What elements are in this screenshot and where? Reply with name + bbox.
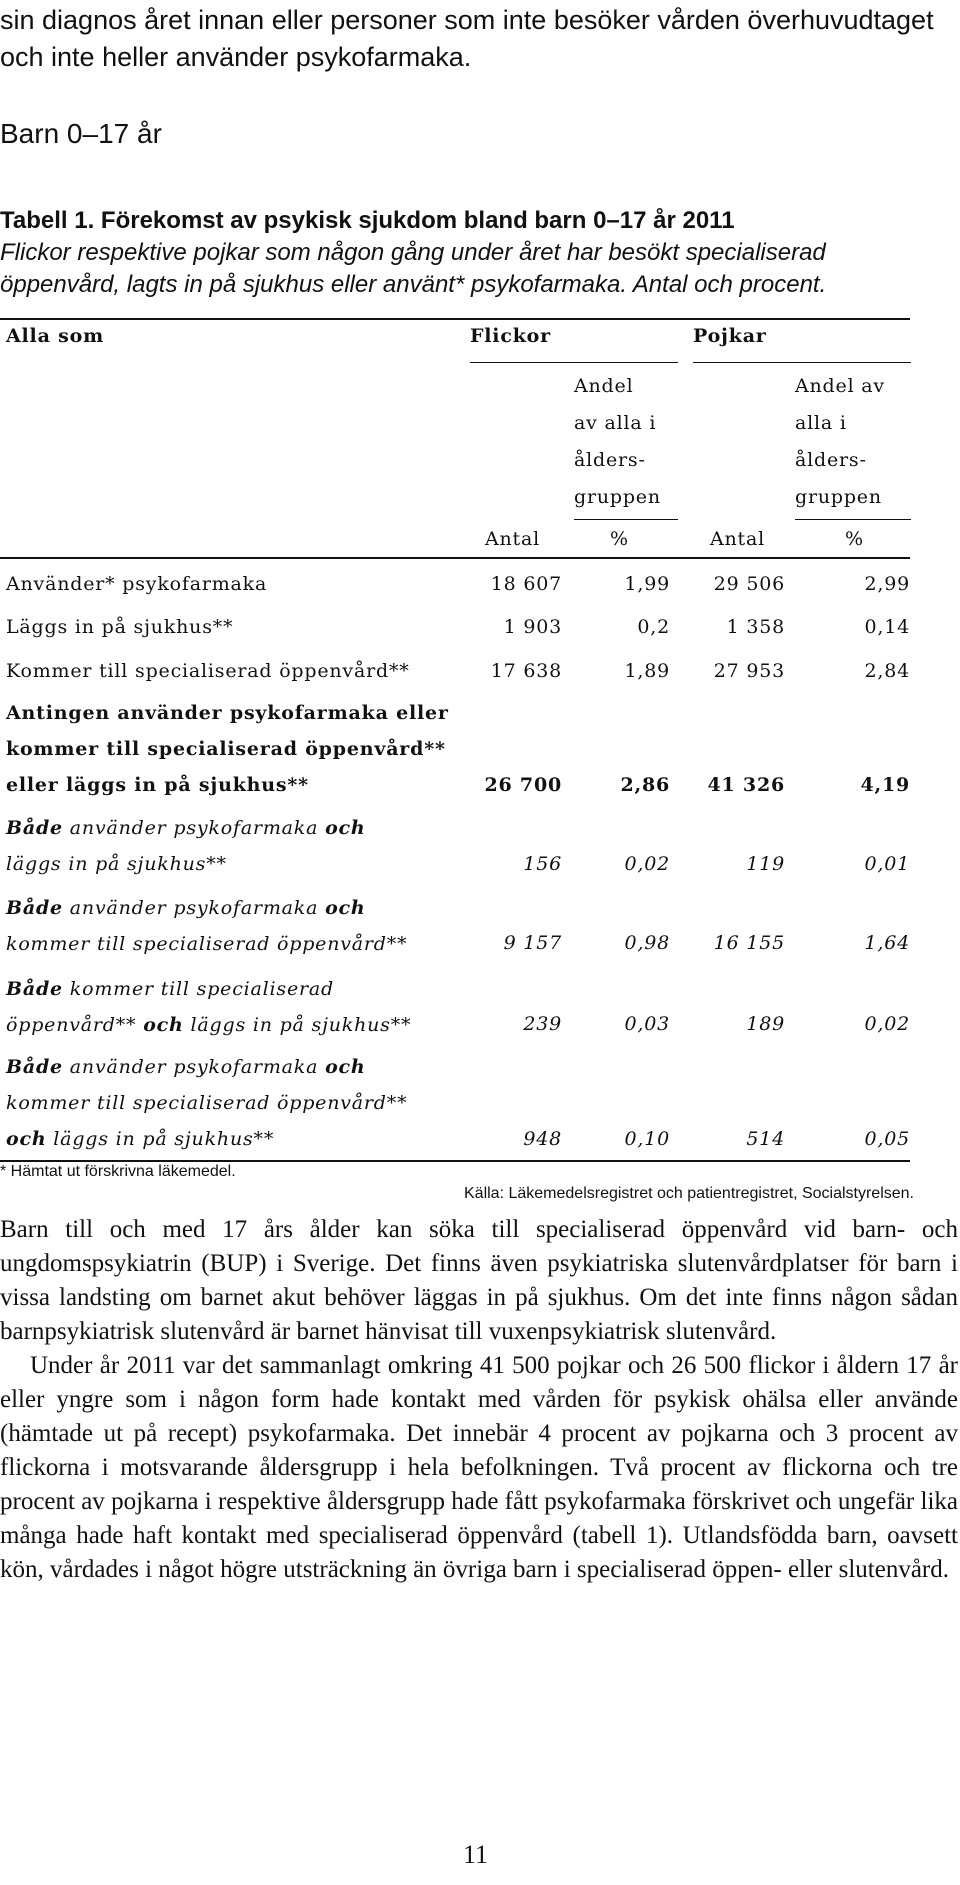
table-cell: 4,19 [860, 774, 910, 796]
body-text [0, 1213, 958, 1587]
table-cell: 9 157 [503, 932, 562, 954]
table-cell: 0,14 [864, 616, 910, 638]
table-row-label: Både kommer till specialiserad öppenvård** och läggs in på sjukhus** [6, 978, 412, 1036]
boys-count-header: Antal [710, 528, 765, 550]
table-cell: 948 [523, 1128, 562, 1150]
table-cell: 189 [746, 1013, 785, 1035]
table-cell: 26 700 [484, 774, 562, 796]
table-cell: 27 953 [713, 660, 785, 682]
table-cell: 514 [746, 1128, 785, 1150]
boys-share-rule [795, 519, 911, 520]
table-cell: 16 155 [713, 932, 785, 954]
table-cell: 0,10 [624, 1128, 670, 1150]
table-row-label: Både använder psykofarmaka och kommer till specialiserad öppenvård** och läggs in på sjukhus** [6, 1056, 408, 1150]
table-row-label: Antingen använder psykofarmaka eller kommer till specialiserad öppenvård** eller läggs in på sjukhus** [6, 702, 449, 796]
table-cell: 2,99 [864, 573, 910, 595]
table-subtitle: Flickor respektive pojkar som någon gång under året har besökt specialiserad öppenvård, lagts in på sjukhus eller använt* psykofarmaka. Antal och procent. [0, 239, 827, 298]
girls-share-header: Andel av alla i ålders- gruppen [574, 375, 661, 508]
table-cell: 1,99 [624, 573, 670, 595]
table-cell: 17 638 [490, 660, 562, 682]
table-cell: 2,86 [620, 774, 670, 796]
table-cell: 1 903 [503, 616, 562, 638]
girls-count-header: Antal [485, 528, 540, 550]
table-row-label: Både använder psykofarmaka och kommer till specialiserad öppenvård** [6, 897, 408, 955]
page-number: 11 [463, 1840, 489, 1869]
table-cell: 0,05 [864, 1128, 910, 1150]
table-cell: 1,89 [624, 660, 670, 682]
table-title: Tabell 1. Förekomst av psykisk sjukdom bland barn 0–17 år 2011 [0, 207, 735, 234]
table-cell: 0,03 [624, 1013, 670, 1035]
table-cell: 119 [746, 853, 785, 875]
table-caption [0, 205, 930, 301]
boys-share-header: Andel av alla i ålders- gruppen [795, 375, 885, 508]
table-row-label: Kommer till specialiserad öppenvård** [6, 660, 410, 682]
table-cell: 0,02 [864, 1013, 910, 1035]
girls-pct-header: % [610, 528, 629, 550]
body-paragraph: Under år 2011 var det sammanlagt omkring 41 500 pojkar och 26 500 flickor i åldern 17 år eller yngre som i någon form hade kontakt med vården för psykisk ohälsa eller använde (hämtade ut på recept) psykofarmaka. Det innebär 4 procent av pojkarna och 3 procent av flickorna i motsvarande åldersgrupp i hela befolkningen. Två procent av flickorna och tre procent av pojkarna i respektive åldersgrupp hade fått psykofarmaka förskrivet och ungefär lika många hade haft kontakt med specialiserad öppenvård (tabell 1). Utlandsfödda barn, oavsett kön, vårdades i något högre utsträckning än övriga barn i specialiserad öppen- eller slutenvård. [0, 1352, 958, 1583]
header-bottom-rule [0, 557, 910, 559]
table-footnote: * Hämtat ut förskrivna läkemedel. [0, 1163, 236, 1180]
girls-group-rule [470, 362, 678, 363]
table-cell: 18 607 [490, 573, 562, 595]
intro-paragraph: sin diagnos året innan eller personer som inte besöker vården överhuvudtaget och inte heller använder psykofarmaka. [0, 5, 934, 72]
table-cell: 1 358 [726, 616, 785, 638]
boys-pct-header: % [845, 528, 864, 550]
header-row-label: Alla som [6, 325, 104, 347]
table-cell: 0,2 [637, 616, 670, 638]
table-cell: 0,98 [624, 932, 670, 954]
table-cell: 239 [523, 1013, 562, 1035]
table-top-rule [0, 318, 910, 320]
girls-share-rule [574, 519, 678, 520]
table-row-label: Både använder psykofarmaka och läggs in på sjukhus** [6, 817, 366, 875]
table-row-label: Använder* psykofarmaka [6, 573, 268, 595]
table-source: Källa: Läkemedelsregistret och patientregistret, Socialstyrelsen. [464, 1185, 914, 1202]
table-row-label: Läggs in på sjukhus** [6, 616, 234, 638]
table-cell: 41 326 [707, 774, 785, 796]
boys-group-rule [693, 362, 911, 363]
body-paragraph: Barn till och med 17 års ålder kan söka till specialiserad öppenvård vid barn- och ungdomspsykiatrin (BUP) i Sverige. Det finns även psykiatriska slutenvårdplatser för barn i vissa landsting om barnet akut behöver läggas in på sjukhus. Om det inte finns någon sådan barnpsykiatrisk slutenvård är barnet hänvisat till vuxenpsykiatrisk slutenvård. [0, 1216, 958, 1345]
table-cell: 2,84 [864, 660, 910, 682]
header-girls: Flickor [470, 325, 551, 347]
table-cell: 156 [523, 853, 562, 875]
table-bottom-rule [0, 1160, 910, 1162]
table-cell: 1,64 [864, 932, 910, 954]
table-cell: 0,01 [864, 853, 910, 875]
table-cell: 0,02 [624, 853, 670, 875]
table-cell: 29 506 [713, 573, 785, 595]
header-boys: Pojkar [693, 325, 767, 347]
section-heading: Barn 0–17 år [0, 118, 162, 149]
